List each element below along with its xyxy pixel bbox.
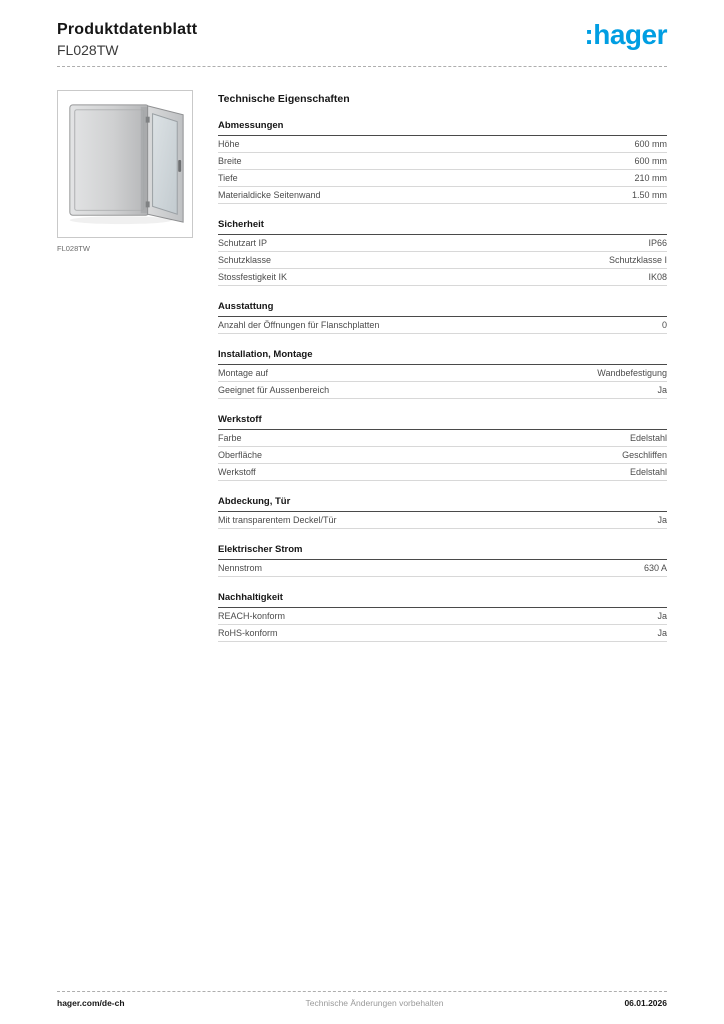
spec-value: 630 A — [643, 563, 667, 573]
spec-row — [218, 512, 667, 529]
hager-logo: :hager — [584, 19, 667, 50]
page-footer — [57, 998, 667, 1008]
spec-value: Geschliffen — [622, 450, 667, 460]
spec-label: Höhe — [218, 139, 240, 149]
spec-row — [218, 447, 667, 464]
spec-label: Nennstrom — [218, 563, 263, 573]
section-title: Nachhaltigkeit — [218, 592, 667, 608]
section-title: Abmessungen — [218, 120, 667, 136]
spec-label: Materialdicke Seitenwand — [218, 190, 321, 200]
spec-row — [218, 187, 667, 204]
spec-section — [218, 414, 667, 481]
spec-label: Montage auf — [218, 368, 269, 378]
spec-label: Mit transparentem Deckel/Tür — [218, 515, 337, 525]
spec-label: Oberfläche — [218, 450, 263, 460]
page-header — [57, 21, 667, 58]
spec-row — [218, 153, 667, 170]
spec-row — [218, 170, 667, 187]
spec-value: Ja — [657, 628, 667, 638]
product-image — [57, 90, 193, 238]
spec-row — [218, 382, 667, 399]
spec-row — [218, 464, 667, 481]
spec-row — [218, 560, 667, 577]
spec-row — [218, 625, 667, 642]
spec-row — [218, 136, 667, 153]
spec-label: Stossfestigkeit IK — [218, 272, 288, 282]
specs-title: Technische Eigenschaften — [218, 93, 350, 105]
technical-specs — [218, 93, 667, 657]
spec-value: Ja — [657, 515, 667, 525]
spec-value: Edelstahl — [629, 433, 667, 443]
spec-section — [218, 120, 667, 204]
product-image-column — [57, 90, 193, 253]
spec-value: IP66 — [648, 238, 667, 248]
spec-row — [218, 608, 667, 625]
spec-label: RoHS-konform — [218, 628, 278, 638]
spec-label: REACH-konform — [218, 611, 286, 621]
footer-disclaimer: Technische Änderungen vorbehalten — [305, 998, 444, 1008]
spec-value: 1.50 mm — [631, 190, 667, 200]
spec-label: Farbe — [218, 433, 242, 443]
image-caption: FL028TW — [57, 244, 90, 253]
spec-value: Ja — [657, 385, 667, 395]
enclosure-illustration — [58, 91, 192, 237]
spec-label: Geeignet für Aussenbereich — [218, 385, 330, 395]
spec-label: Breite — [218, 156, 242, 166]
spec-row — [218, 430, 667, 447]
section-title: Sicherheit — [218, 219, 667, 235]
spec-row — [218, 365, 667, 382]
spec-row — [218, 317, 667, 334]
spec-section — [218, 544, 667, 577]
spec-value: Ja — [657, 611, 667, 621]
spec-value: Wandbefestigung — [597, 368, 667, 378]
section-title: Abdeckung, Tür — [218, 496, 667, 512]
header-divider — [57, 66, 667, 67]
spec-sections — [218, 120, 667, 642]
spec-value: Edelstahl — [629, 467, 667, 477]
footer-date: 06.01.2026 — [624, 998, 667, 1008]
spec-section — [218, 301, 667, 334]
spec-section — [218, 592, 667, 642]
spec-value: 600 mm — [634, 156, 667, 166]
spec-section — [218, 496, 667, 529]
spec-label: Schutzklasse — [218, 255, 272, 265]
spec-value: 600 mm — [634, 139, 667, 149]
spec-value: IK08 — [648, 272, 667, 282]
footer-website-link[interactable]: hager.com/de-ch — [57, 998, 125, 1008]
spec-label: Schutzart IP — [218, 238, 268, 248]
section-title: Elektrischer Strom — [218, 544, 667, 560]
footer-divider — [57, 991, 667, 992]
spec-label: Anzahl der Öffnungen für Flanschplatten — [218, 320, 380, 330]
spec-value: 0 — [661, 320, 667, 330]
spec-row — [218, 252, 667, 269]
section-title: Ausstattung — [218, 301, 667, 317]
section-title: Werkstoff — [218, 414, 667, 430]
spec-row — [218, 235, 667, 252]
spec-value: Schutzklasse I — [608, 255, 667, 265]
spec-section — [218, 219, 667, 286]
spec-label: Tiefe — [218, 173, 238, 183]
spec-row — [218, 269, 667, 286]
product-reference: FL028TW — [57, 42, 119, 58]
spec-value: 210 mm — [634, 173, 667, 183]
document-title: Produktdatenblatt — [57, 21, 198, 38]
spec-section — [218, 349, 667, 399]
section-title: Installation, Montage — [218, 349, 667, 365]
spec-label: Werkstoff — [218, 467, 256, 477]
